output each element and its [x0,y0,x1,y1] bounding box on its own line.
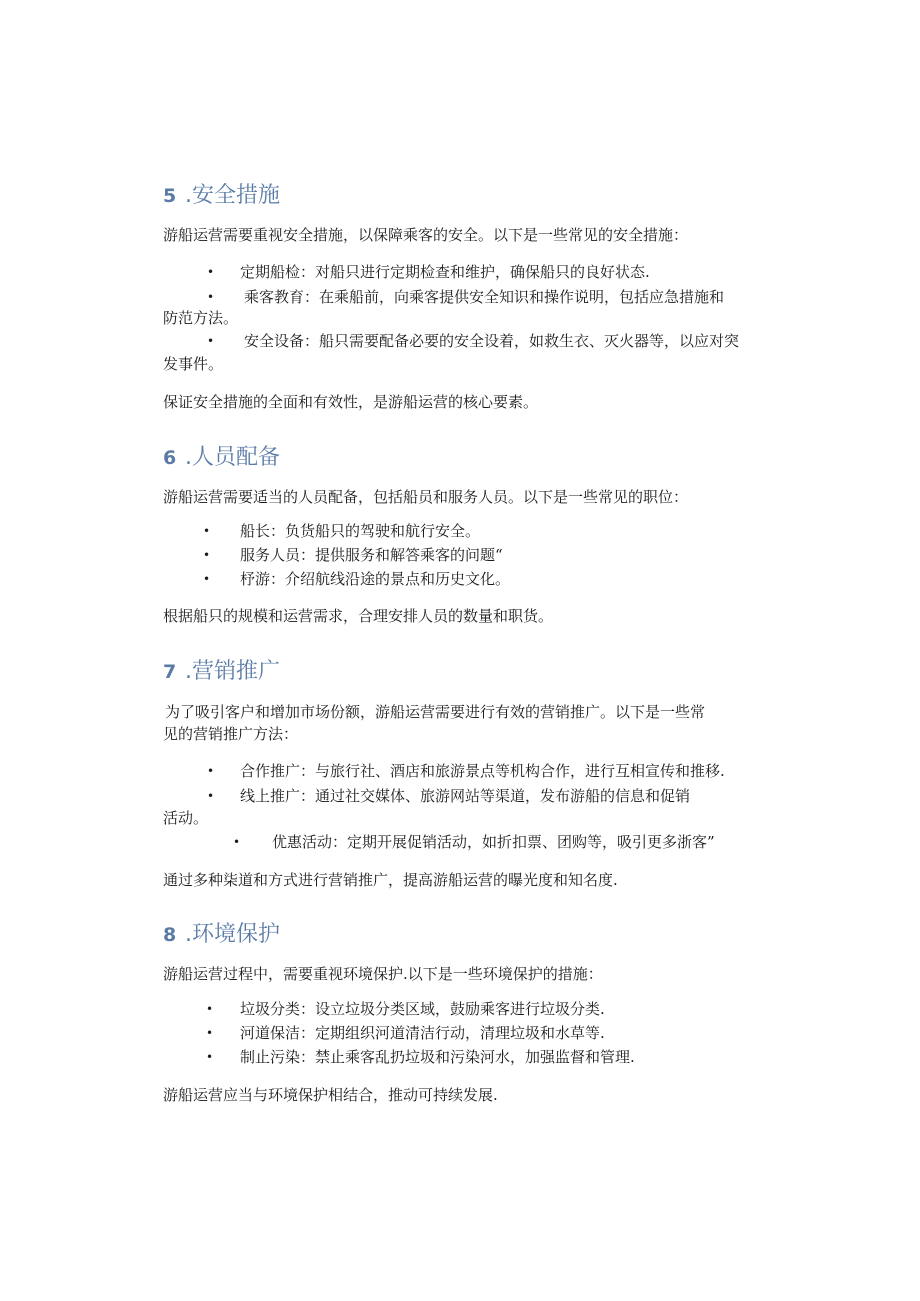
section-intro: 游船运营过程中，需要重视环境保护.以下是一些环境保护的措施： [163,965,603,983]
bullet-icon: • [203,548,211,562]
list-item-continuation: 防范方法。 [163,309,239,327]
section-intro-continuation: 见的营销推广方法： [163,725,299,743]
bullet-icon: • [203,572,211,586]
section-conclusion: 根据船只的规模和运营需求，合理安排人员的数量和职货。 [163,607,554,625]
list-item: 服务人员：提供服务和解答乘客的问题“ [240,546,503,564]
list-item: 合作推广：与旅行社、酒店和旅游景点等机构合作，进行互相宣传和推移. [240,762,725,780]
section-intro: 为了吸引客户和增加市场份额，游船运营需要进行有效的营销推广。以下是一些常 [165,703,706,721]
section-title: .环境保护 [185,922,280,947]
bullet-icon: • [207,789,215,803]
section-conclusion: 通过多种柒道和方式进行营销推广，提高游船运营的曝光度和知名度. [163,871,618,889]
section-heading [163,440,280,471]
bullet-icon: • [207,290,215,304]
list-item: 垃圾分类：设立垃圾分类区域，鼓励乘客进行垃圾分类. [240,1000,605,1018]
section-conclusion: 游船运营应当与环境保护相结合，推动可持续发展. [163,1086,498,1104]
list-item-continuation: 活动。 [163,809,209,827]
section-heading [163,654,280,685]
section-conclusion: 保证安全措施的全面和有效性，是游船运营的核心要素。 [163,393,539,411]
section-number: 8 [163,924,177,946]
bullet-icon: • [206,1050,214,1064]
list-item: 制止污染：禁止乘客乱扔垃圾和污染河水，加强监督和管理. [240,1048,635,1066]
section-number: 7 [163,661,177,683]
section-number: 5 [163,185,177,207]
bullet-icon: • [206,1002,214,1016]
bullet-icon: • [203,524,211,538]
list-item: 优惠活动：定期开展促销活动，如折扣票、团购等，吸引更多浙客” [272,833,715,851]
section-heading [163,917,280,948]
list-item: 安全设备：船只需要配备必要的安全设着，如救生衣、灭火器等，以应对突 [244,332,740,350]
list-item-continuation: 发事件。 [163,355,224,373]
section-title: .人员配备 [185,445,280,470]
bullet-icon: • [207,265,215,279]
section-number: 6 [163,447,177,469]
list-item: 线上推广：通过社交媒体、旅游网站等渠道，发布游船的信息和促销 [240,787,691,805]
bullet-icon: • [206,1026,214,1040]
section-intro: 游船运营需要重视安全措施，以保障乘客的安全。以下是一些常见的安全措施： [163,226,689,244]
bullet-icon: • [233,835,241,849]
list-item: 乘客教育：在乘船前，向乘客提供安全知识和操作说明，包括应急措施和 [244,288,725,306]
section-intro: 游船运营需要适当的人员配备，包括船员和服务人员。以下是一些常见的职位： [163,488,689,506]
section-title: .安全措施 [185,183,280,208]
section-title: .营销推广 [185,659,280,684]
list-item: 河道保洁：定期组织河道清洁行动，清理垃圾和水草等. [240,1024,605,1042]
list-item: 船长：负货船只的驾驶和航行安全。 [240,522,481,540]
section-heading [163,178,280,209]
list-item: 杼游：介绍航线沿途的景点和历史文化。 [240,570,511,588]
bullet-icon: • [207,764,215,778]
bullet-icon: • [207,334,215,348]
list-item: 定期船检：对船只进行定期检查和维护，确保船只的良好状态. [240,263,650,281]
